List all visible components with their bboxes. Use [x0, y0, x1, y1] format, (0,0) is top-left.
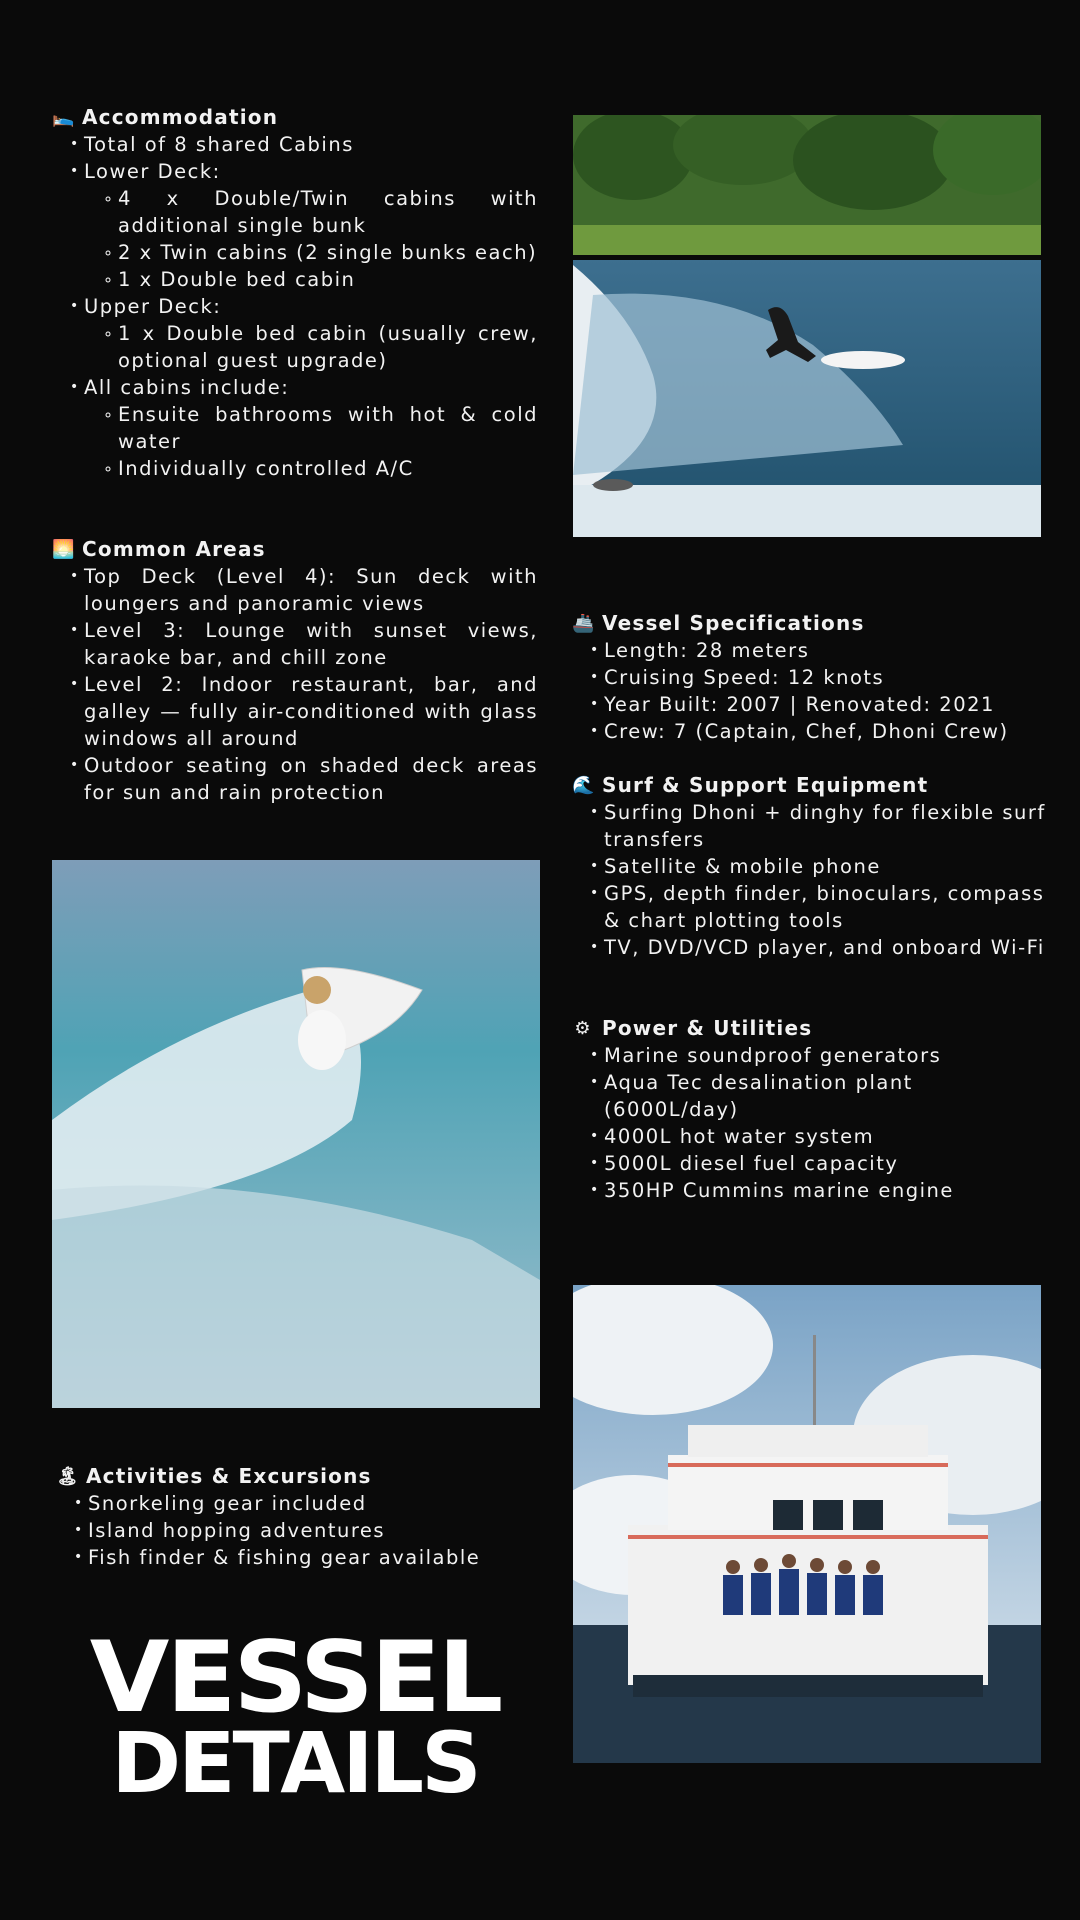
activities-heading — [56, 1463, 556, 1490]
common-areas-list — [52, 563, 538, 806]
list-item: • Aqua Tec desalination plant (6000L/day) — [572, 1069, 1052, 1123]
surfer-photo-top — [573, 115, 1041, 537]
list-item: • Length: 28 meters — [572, 637, 1072, 664]
accommodation-title: Accommodation — [82, 105, 279, 129]
vessel-specs-list — [572, 637, 1072, 745]
lower-deck-sublist — [84, 185, 538, 293]
list-item: • Year Built: 2007 | Renovated: 2021 — [572, 691, 1072, 718]
accommodation-list — [52, 131, 538, 482]
surf-equipment-section — [572, 772, 1052, 961]
sunset-icon: 🌅 — [52, 539, 76, 560]
list-item: • Level 2: Indoor restaurant, bar, and galley — fully air-conditioned with glass windows all around — [52, 671, 538, 752]
vessel-specs-section — [572, 610, 1072, 745]
wave-icon: 🌊 — [572, 775, 596, 796]
power-utilities-title: Power & Utilities — [602, 1016, 813, 1040]
list-item: • Fish finder & fishing gear available — [56, 1544, 556, 1571]
list-item: • Cruising Speed: 12 knots — [572, 664, 1072, 691]
list-item: ∘ 1 x Double bed cabin — [84, 266, 538, 293]
surf-equipment-list — [572, 799, 1052, 961]
list-item: • Upper Deck: ∘ 1 x Double bed cabin (usually crew, optional guest upgrade) — [52, 293, 538, 374]
list-item: • 5000L diesel fuel capacity — [572, 1150, 1052, 1177]
list-item: • Outdoor seating on shaded deck areas for sun and rain protection — [52, 752, 538, 806]
list-item: • 4000L hot water system — [572, 1123, 1052, 1150]
ship-icon: 🚢 — [572, 613, 596, 634]
headline-line-1: VESSEL — [89, 1621, 501, 1735]
common-areas-section — [52, 536, 538, 806]
power-utilities-section — [572, 1015, 1052, 1204]
list-item: • Marine soundproof generators — [572, 1042, 1052, 1069]
list-item: ∘ 2 x Twin cabins (2 single bunks each) — [84, 239, 538, 266]
vessel-specs-title: Vessel Specifications — [602, 611, 865, 635]
boat-crew-photo — [573, 1285, 1041, 1763]
accommodation-section — [52, 104, 538, 482]
list-item: ∘ Ensuite bathrooms with hot & cold water — [84, 401, 538, 455]
island-icon: 🏝 — [56, 1466, 81, 1487]
accommodation-heading — [52, 104, 538, 131]
list-item: • Level 3: Lounge with sunset views, karaoke bar, and chill zone — [52, 617, 538, 671]
power-utilities-list — [572, 1042, 1052, 1204]
list-item: • 350HP Cummins marine engine — [572, 1177, 1052, 1204]
list-item: • Surfing Dhoni + dinghy for flexible surf transfers — [572, 799, 1052, 853]
cabins-include-sublist — [84, 401, 538, 482]
list-item: • Total of 8 shared Cabins — [52, 131, 538, 158]
common-areas-title: Common Areas — [82, 537, 266, 561]
list-item: ∘ 4 x Double/Twin cabins with additional single bunk — [84, 185, 538, 239]
surf-equipment-title: Surf & Support Equipment — [602, 773, 929, 797]
list-item: ∘ 1 x Double bed cabin (usually crew, optional guest upgrade) — [84, 320, 538, 374]
list-item: • TV, DVD/VCD player, and onboard Wi-Fi — [572, 934, 1052, 961]
activities-title: Activities & Excursions — [86, 1464, 372, 1488]
power-utilities-heading — [572, 1015, 1052, 1042]
gear-icon: ⚙ — [574, 1018, 592, 1039]
list-item: • Top Deck (Level 4): Sun deck with loungers and panoramic views — [52, 563, 538, 617]
list-item: • Island hopping adventures — [56, 1517, 556, 1544]
list-item: • All cabins include: ∘ Ensuite bathrooms with hot & cold water ∘ Individually controlled A/C — [52, 374, 538, 482]
list-item: • Snorkeling gear included — [56, 1490, 556, 1517]
activities-list — [56, 1490, 556, 1571]
vessel-specs-heading — [572, 610, 1072, 637]
upper-deck-sublist — [84, 320, 538, 374]
list-item: • Crew: 7 (Captain, Chef, Dhoni Crew) — [572, 718, 1072, 745]
list-item: ∘ Individually controlled A/C — [84, 455, 538, 482]
surfer-photo-left — [52, 860, 540, 1408]
surf-equipment-heading — [572, 772, 1052, 799]
common-areas-heading — [52, 536, 538, 563]
list-item: • Satellite & mobile phone — [572, 853, 1052, 880]
list-item: • Lower Deck: ∘ 4 x Double/Twin cabins with additional single bunk ∘ 2 x Twin cabins (2 single bunks each) ∘ 1 x Double bed cabin — [52, 158, 538, 293]
list-item: • GPS, depth finder, binoculars, compass & chart plotting tools — [572, 880, 1052, 934]
bed-icon: 🛌 — [52, 107, 76, 128]
headline-line-2: DETAILS — [111, 1714, 479, 1812]
activities-section — [56, 1463, 556, 1571]
